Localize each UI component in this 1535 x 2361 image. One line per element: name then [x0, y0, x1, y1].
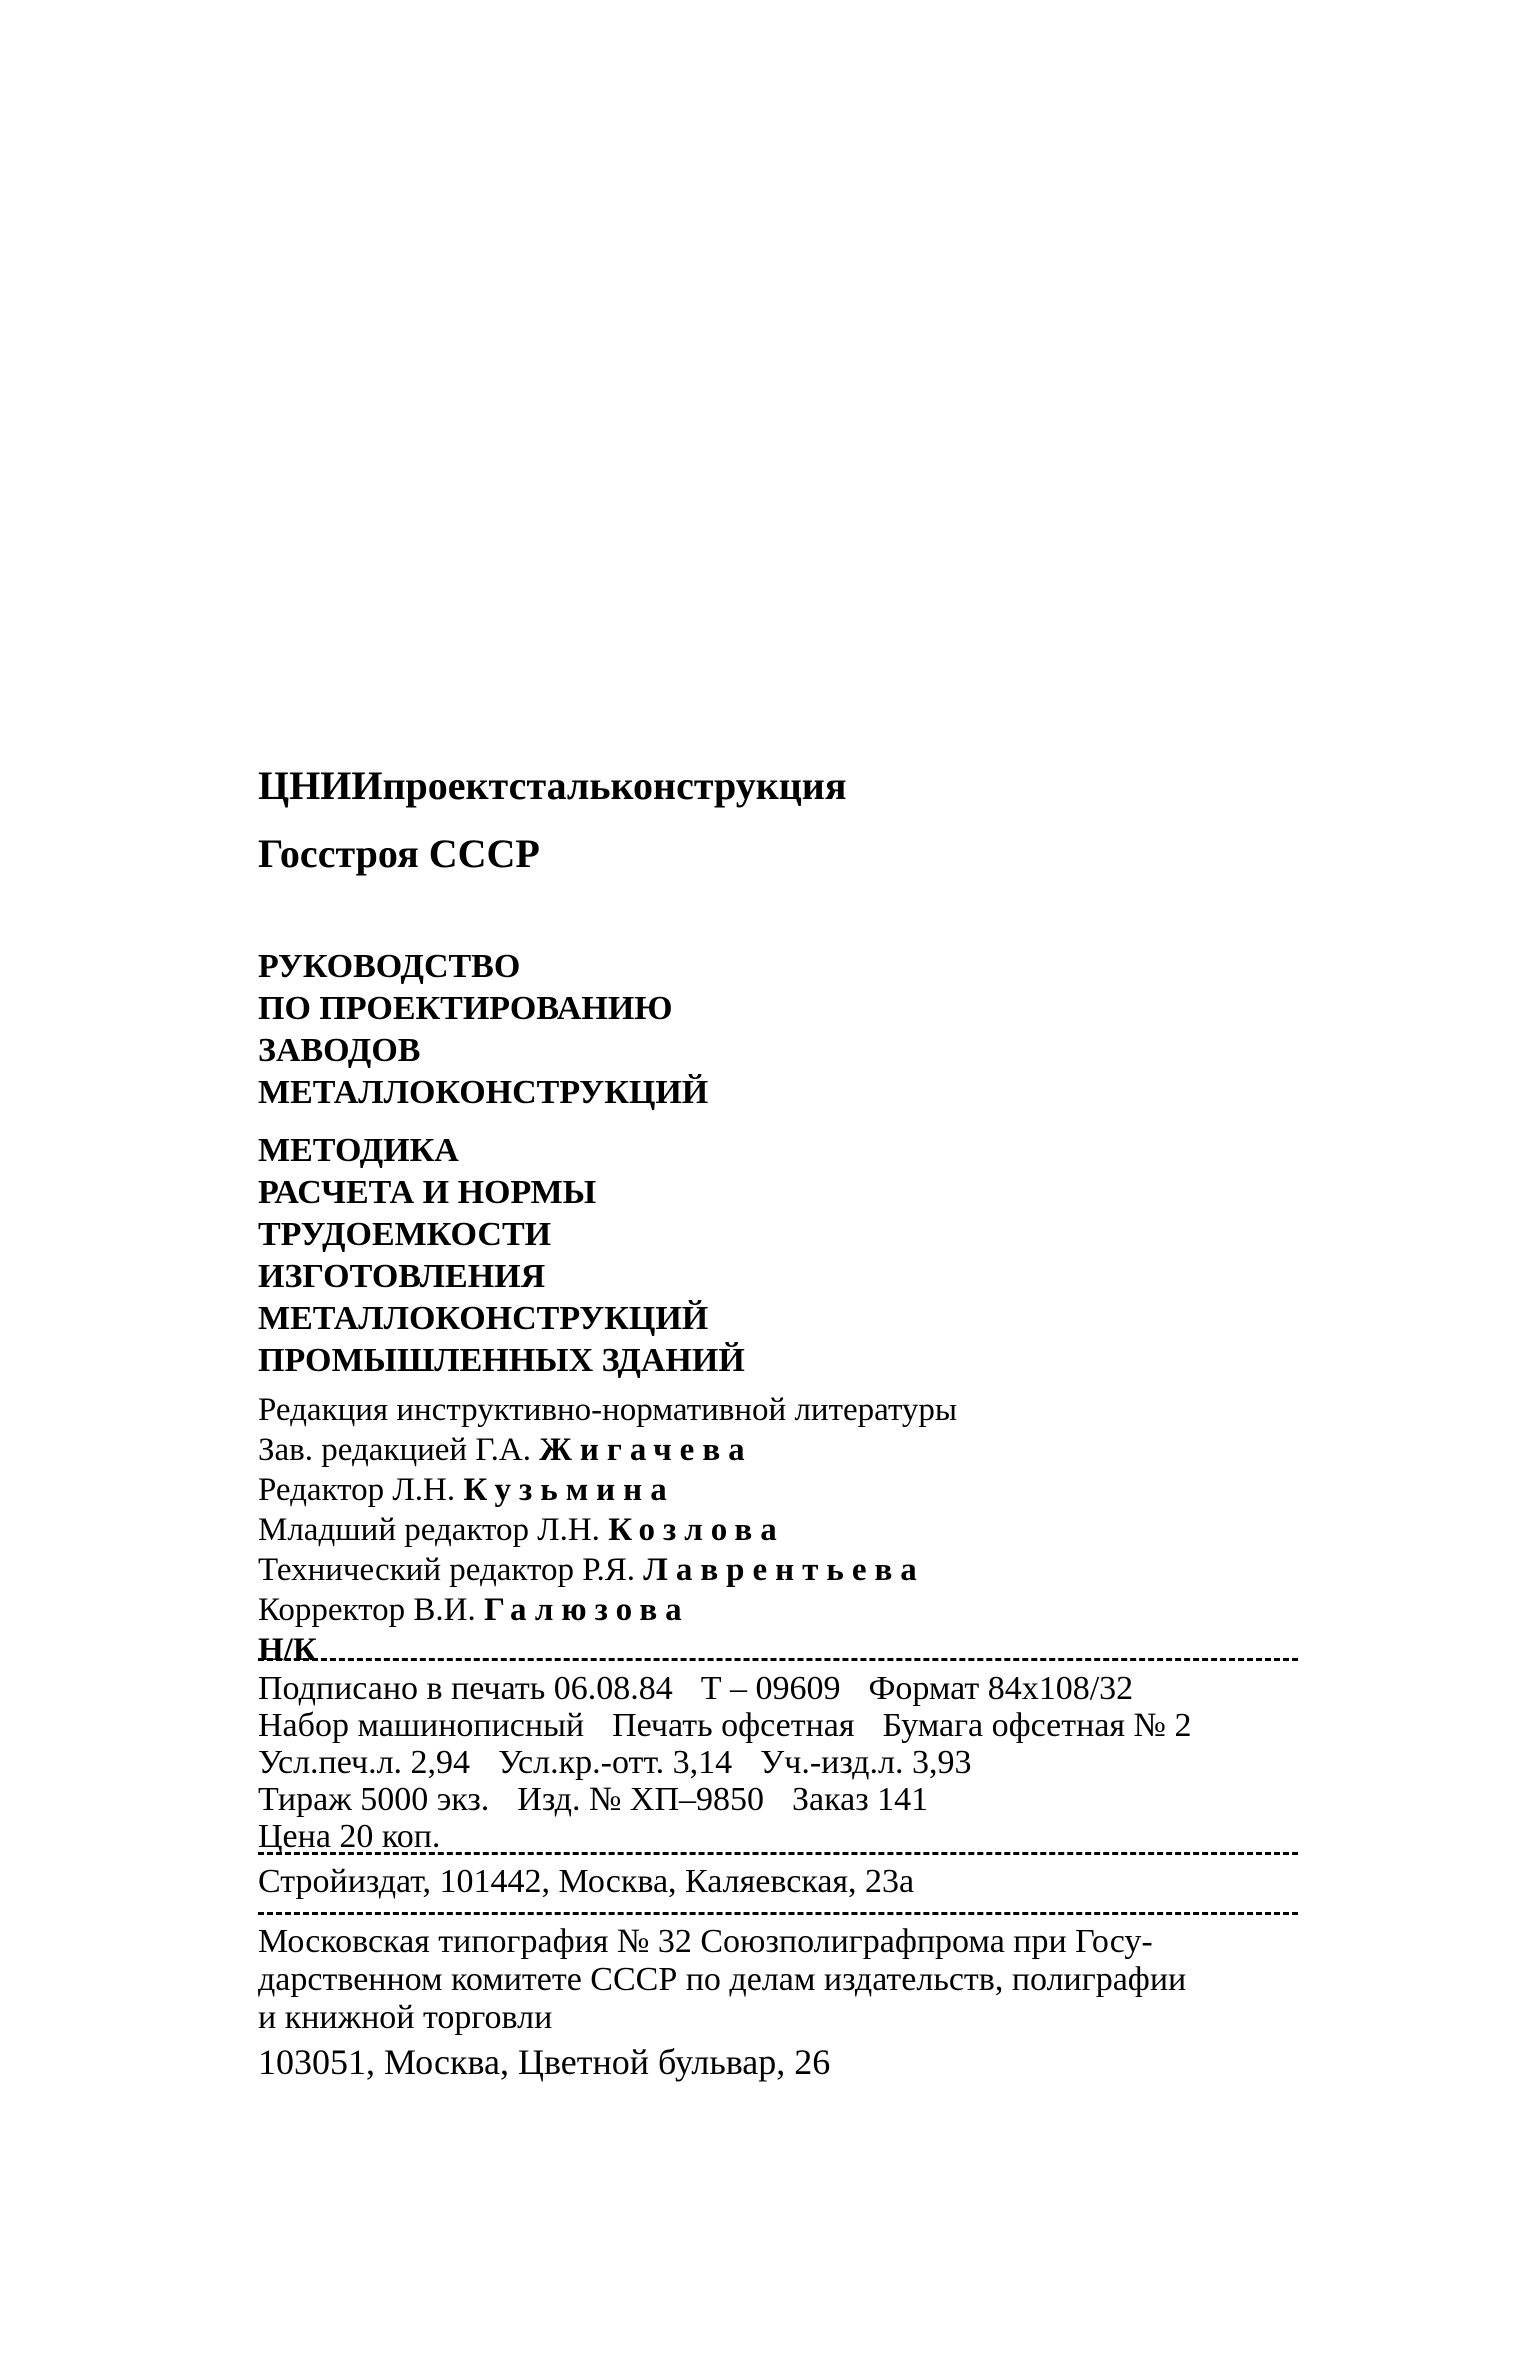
proofreader-label: Корректор В.И.: [258, 1592, 476, 1628]
junior-editor-name: Козлова: [608, 1512, 785, 1548]
publisher-block: [258, 1862, 1298, 1902]
imprint-row: [258, 1818, 1298, 1855]
printer-line: дарственном комитете СССР по делам издательств, полиграфии: [258, 1961, 1187, 1998]
publication-number: Изд. № ХП–9850: [517, 1781, 765, 1818]
imprint-row: [258, 1744, 1298, 1781]
proofreader-name: Галюзова: [483, 1592, 690, 1628]
subtitle-line: ИЗГОТОВЛЕНИЯ: [258, 1258, 546, 1295]
editor-label: Редактор Л.Н.: [258, 1472, 456, 1508]
head-editor-name: Жигачева: [539, 1432, 753, 1468]
imprint-block: [258, 1670, 1298, 1855]
t-number: Т – 09609: [700, 1670, 841, 1707]
price: Цена 20 коп.: [258, 1818, 441, 1855]
title-line: ЗАВОДОВ: [258, 1032, 421, 1069]
signed-date: Подписано в печать 06.08.84: [258, 1670, 673, 1707]
code-line: Н/К: [258, 1632, 317, 1668]
print-sheets: Усл.печ.л. 2,94: [258, 1744, 471, 1781]
credits-block: [258, 1390, 1298, 1670]
subtitle-line: МЕТАЛЛОКОНСТРУКЦИЙ: [258, 1300, 709, 1337]
title-line: РУКОВОДСТВО: [258, 948, 521, 985]
editor-name: Кузьмина: [463, 1472, 675, 1508]
edition-line: Редакция инструктивно-нормативной литературы: [258, 1392, 958, 1428]
imprint-row: [258, 1670, 1298, 1707]
printer-address: 103051, Москва, Цветной бульвар, 26: [258, 2042, 831, 2082]
divider: [258, 1658, 1298, 1661]
title-line: ПО ПРОЕКТИРОВАНИЮ: [258, 990, 673, 1027]
editor-line: [258, 1470, 1298, 1510]
subtitle-line: МЕТОДИКА: [258, 1132, 459, 1169]
printer-line: и книжной торговли: [258, 1999, 553, 2036]
printer-line: Московская типография № 32 Союзполиграфпрома при Госу-: [258, 1923, 1153, 1960]
junior-editor-line: [258, 1510, 1298, 1550]
publisher-sheets: Уч.-изд.л. 3,93: [760, 1744, 972, 1781]
imprint-row: [258, 1707, 1298, 1744]
printer-block: [258, 1923, 1298, 2081]
junior-editor-label: Младший редактор Л.Н.: [258, 1512, 600, 1548]
organization-block: [258, 752, 1298, 888]
divider: [258, 1912, 1298, 1915]
print-run: Тираж 5000 экз.: [258, 1781, 490, 1818]
proofreader-line: [258, 1590, 1298, 1630]
head-editor-line: [258, 1430, 1298, 1470]
order-number: Заказ 141: [792, 1781, 929, 1818]
head-editor-label: Зав. редакцией Г.А.: [258, 1432, 532, 1468]
organization-name: ЦНИИпроектстальконструкция: [258, 763, 847, 808]
title-gap: [258, 1114, 1298, 1130]
title-line: МЕТАЛЛОКОНСТРУКЦИЙ: [258, 1074, 709, 1111]
printing-type: Печать офсетная: [612, 1707, 855, 1744]
typeset-type: Набор машинописный: [258, 1707, 585, 1744]
tech-editor-line: [258, 1550, 1298, 1590]
format: Формат 84х108/32: [868, 1670, 1134, 1707]
subtitle-line: ТРУДОЕМКОСТИ: [258, 1216, 552, 1253]
document-title: [258, 946, 1298, 1382]
subtitle-line: РАСЧЕТА И НОРМЫ: [258, 1174, 597, 1211]
divider: [258, 1852, 1298, 1855]
organization-parent: Госстроя СССР: [258, 831, 540, 876]
subtitle-line: ПРОМЫШЛЕННЫХ ЗДАНИЙ: [258, 1342, 745, 1379]
color-prints: Усл.кр.-отт. 3,14: [498, 1744, 733, 1781]
tech-editor-label: Технический редактор Р.Я.: [258, 1552, 635, 1588]
publisher-address: Стройиздат, 101442, Москва, Каляевская, 23а: [258, 1863, 915, 1900]
imprint-row: [258, 1781, 1298, 1818]
tech-editor-name: Лаврентьева: [643, 1552, 925, 1588]
paper-type: Бумага офсетная № 2: [882, 1707, 1192, 1744]
